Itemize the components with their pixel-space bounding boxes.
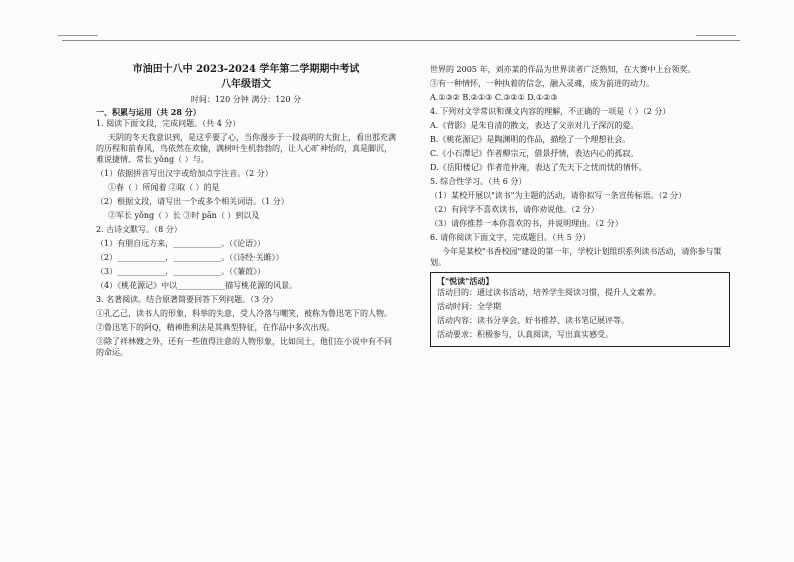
- question-1c: ②军长 yǒng（ ）长 ③时 pān（ ）到以及: [108, 211, 260, 220]
- right-page: [430, 64, 730, 347]
- question-4-c: C.《小石潭记》作者柳宗元，借景抒情，表达内心的孤寂。: [430, 149, 639, 158]
- activity-box-title: 【"悦读"活动】: [437, 276, 494, 286]
- activity-content: 活动内容：读书分享会、好书推荐、读书笔记展评等。: [437, 316, 629, 325]
- question-1b: （2）根据文段，请写出一个或多个相关词语。（1 分）: [96, 197, 289, 206]
- question-5-2: （2）有同学不喜欢读书，请你劝说他。（2 分）: [430, 205, 599, 214]
- question-3-line1: ①孔乙己，读书人的形象，科举的失意，受人冷落与嘲笑，被称为鲁迅笔下的人物。: [96, 309, 392, 318]
- right-line-3: A.①③② B.②①③ C.③②① D.①②③: [430, 93, 558, 102]
- question-2: 2. 古诗文默写。（8 分）: [96, 225, 182, 234]
- crop-mark-right: [696, 35, 736, 36]
- question-3: 3. 名著阅读。结合原著简要回答下列问题。（3 分）: [96, 295, 278, 304]
- question-5-3: （3）请你推荐一本你喜欢的书，并说明理由。（2 分）: [430, 219, 623, 228]
- question-3-line2: ②鲁迅笔下的阿Q，精神胜利法是其典型特征，在作品中多次出现。: [96, 323, 335, 332]
- question-4: 4. 下列对文学常识和课文内容的理解，不正确的一项是（ ）（2 分）: [430, 107, 671, 116]
- question-4-a: A.《背影》是朱自清的散文，表达了父亲对儿子深沉的爱。: [430, 121, 639, 130]
- question-5-1: （1）某校开展以"读书"为主题的活动，请你拟写一条宣传标语。（2 分）: [430, 191, 687, 200]
- activity-time: 活动时间：全学期: [437, 302, 501, 311]
- activity-purpose: 活动目的：通过读书活动，培养学生阅读习惯，提升人文素养。: [437, 288, 661, 297]
- activity-requirement: 活动要求：积极参与，认真阅读，写出真实感受。: [437, 330, 613, 339]
- question-4-d: D.《岳阳楼记》作者范仲淹，表达了先天下之忧而忧的情怀。: [430, 163, 647, 172]
- question-6: 6. 请你阅读下面文字，完成题目。（共 5 分）: [430, 233, 591, 242]
- question-3-line3: ③除了祥林嫂之外，还有一些值得注意的人物形象，比如闰土，他们在小说中有不同的命运。: [96, 337, 392, 357]
- left-page: [96, 64, 396, 361]
- question-1a: （1）依据拼音写出汉字或给加点字注音。（2 分）: [96, 169, 273, 178]
- exam-subtitle: 八年级语文: [221, 79, 271, 90]
- question-2-4: （4）《桃花源记》中以____________描写桃花源的风景。: [96, 281, 298, 290]
- right-line-2: ③有一种情怀，一种执着的信念，融入灵魂，成为前进的动力。: [430, 79, 654, 88]
- crop-mark-left: [58, 35, 98, 36]
- question-2-2: （2）____________，____________。（《诗经·关雎》）: [96, 253, 284, 262]
- question-4-b: B.《桃花源记》是陶渊明的作品，描绘了一个理想社会。: [430, 135, 631, 144]
- question-1-passage: 天阴的冬天我意识到，是这乎要了心，当你漫步于一段高明的大街上，看出那充满的历程和前春风，鸟依然在欢愉，满树叶生机勃勃的，让人心旷神怡的，真是脚沉，难说捷情、常长 yǒng（ ）与。: [96, 133, 396, 164]
- section-1-heading: 一、积累与运用（共 28 分）: [96, 107, 201, 117]
- question-2-1: （1）有朋自远方来，____________。（《论语》）: [96, 239, 266, 248]
- right-line-1: 世界的 2005 年，刘亦某的作品为世界读者广泛熟知，在大赛中上台领奖。: [430, 65, 696, 74]
- question-6-intro: 今年是某校"书香校园"建设的第一年，学校计划组织系列读书活动，请你参与策划。: [430, 247, 722, 267]
- activity-box: [430, 272, 730, 347]
- question-5: 5. 综合性学习。（共 6 分）: [430, 177, 527, 186]
- question-1a-items: ①春（ ）所闻着 ②取（ ）的是: [108, 183, 220, 192]
- question-1: 1. 阅读下面文段，完成问题。（共 4 分）: [96, 119, 241, 128]
- exam-meta: 时间：120 分钟 满分：120 分: [190, 95, 302, 104]
- question-2-3: （3）____________，____________。（《蒹葭》）: [96, 267, 266, 276]
- exam-title: 市油田十八中 2023-2024 学年第二学期期中考试: [132, 64, 360, 75]
